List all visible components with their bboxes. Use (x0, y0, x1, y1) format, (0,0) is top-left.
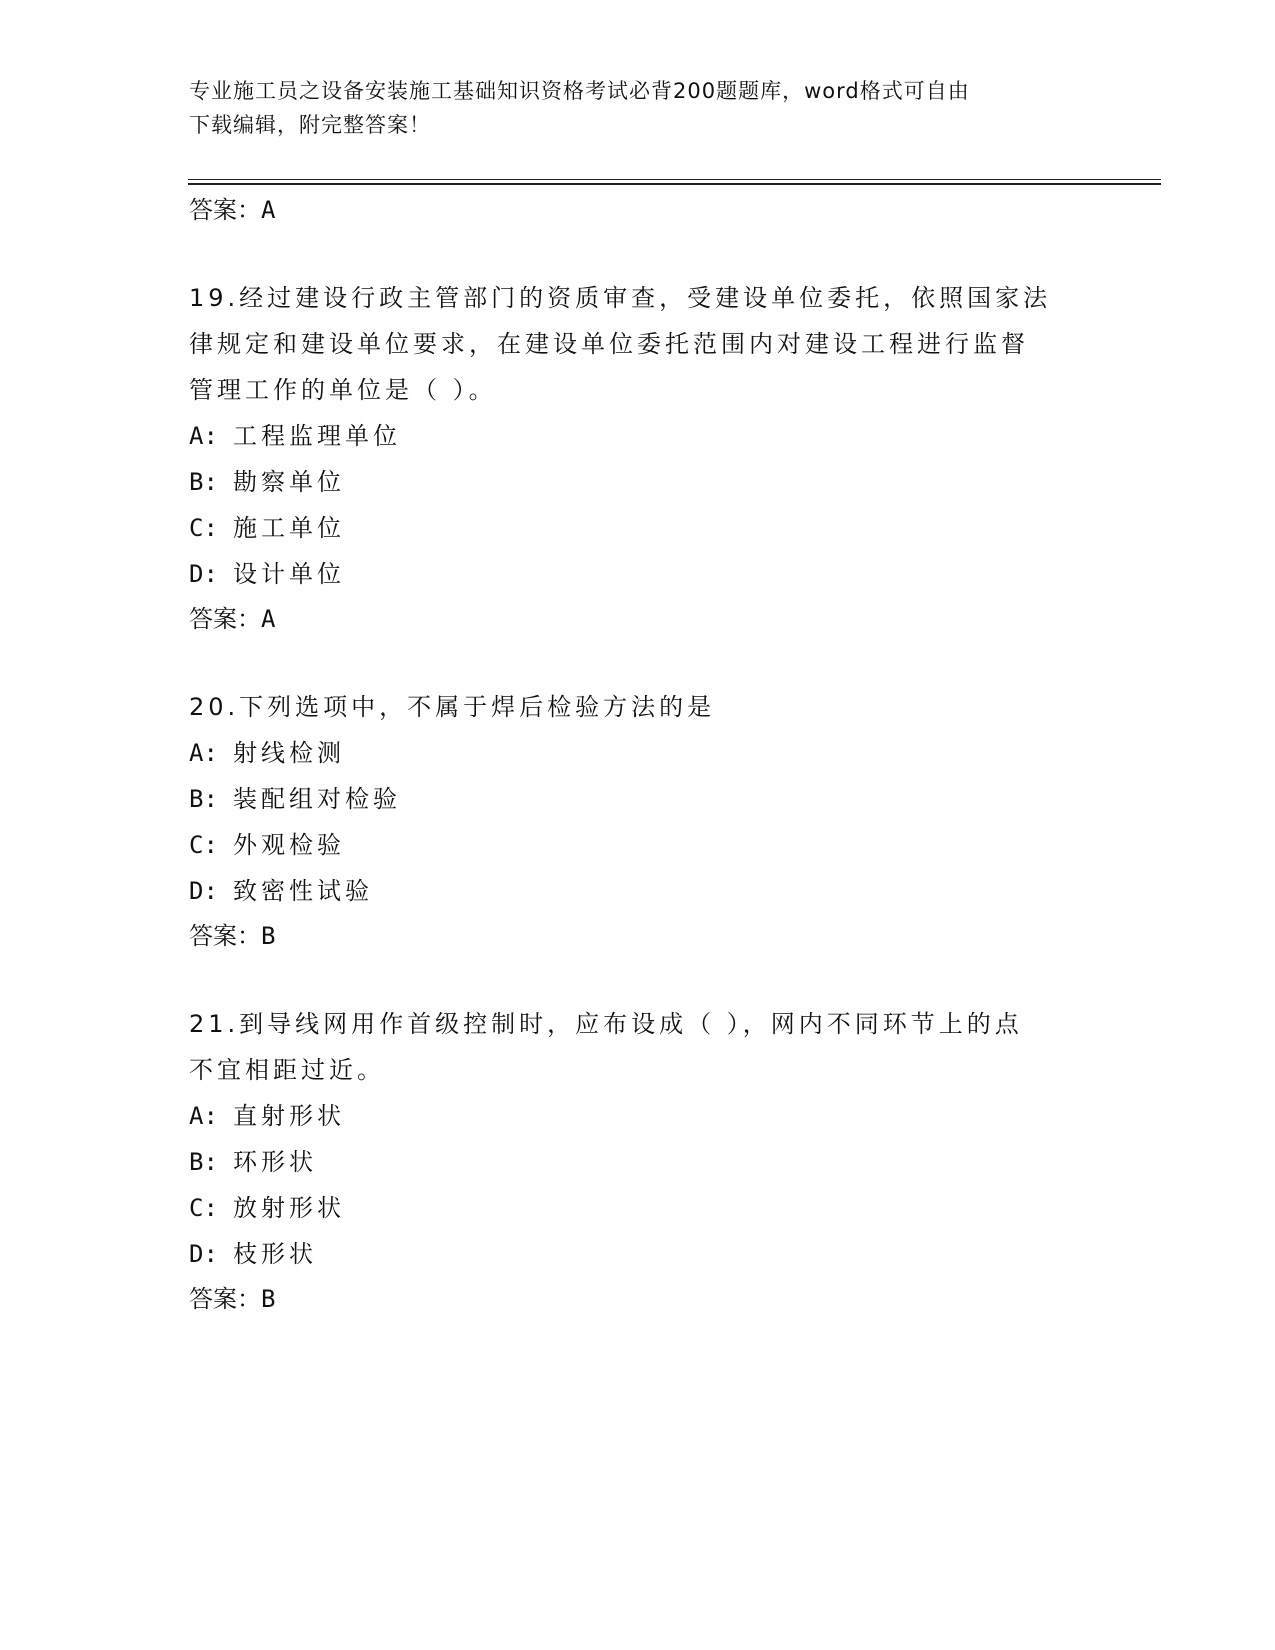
option-b (189, 1139, 1089, 1185)
option-text: 致密性试验 (233, 877, 373, 905)
option-text: 环形状 (233, 1148, 317, 1176)
question-line: 21.到导线网用作首级控制时，应布设成（ ），网内不同环节上的点 (189, 1010, 1023, 1038)
question-block-19 (189, 275, 1089, 642)
option-text: 外观检验 (233, 831, 345, 859)
answer-value: B (261, 922, 276, 950)
question-text (189, 275, 1089, 413)
option-key: D: (189, 877, 218, 905)
answer-value: A (261, 605, 276, 633)
option-text: 放射形状 (233, 1194, 345, 1222)
question-text (189, 684, 1089, 730)
option-key: D: (189, 1240, 218, 1268)
option-key: B: (189, 785, 218, 813)
answer-label: 答案： (189, 605, 261, 633)
option-key: A: (189, 739, 218, 767)
option-c (189, 822, 1089, 868)
option-d (189, 551, 1089, 597)
answer-value: A (261, 196, 276, 224)
option-text: 直射形状 (233, 1102, 345, 1130)
option-d (189, 868, 1089, 914)
option-a (189, 413, 1089, 459)
option-a (189, 1093, 1089, 1139)
question-line: 律规定和建设单位要求，在建设单位委托范围内对建设工程进行监督 (189, 330, 1029, 358)
answer-label: 答案： (189, 196, 261, 224)
question-line: 19.经过建设行政主管部门的资质审查，受建设单位委托，依照国家法 (189, 284, 1052, 312)
question-text (189, 1001, 1089, 1093)
question-answer (189, 914, 1089, 959)
option-key: B: (189, 1148, 218, 1176)
answer-label: 答案： (189, 1285, 261, 1313)
option-d (189, 1231, 1089, 1277)
question-block-21 (189, 1001, 1089, 1322)
option-key: A: (189, 1102, 218, 1130)
question-line: 20.下列选项中，不属于焊后检验方法的是 (189, 693, 716, 721)
previous-answer (189, 188, 1089, 233)
option-text: 施工单位 (233, 514, 345, 542)
option-key: C: (189, 831, 218, 859)
option-key: A: (189, 422, 218, 450)
option-b (189, 776, 1089, 822)
question-block-20 (189, 684, 1089, 959)
option-text: 枝形状 (233, 1240, 317, 1268)
question-line: 管理工作的单位是（ ）。 (189, 376, 497, 404)
question-answer (189, 1277, 1089, 1322)
option-key: D: (189, 560, 218, 588)
header-divider-thin (188, 179, 1161, 180)
question-line: 不宜相距过近。 (189, 1056, 385, 1084)
option-a (189, 730, 1089, 776)
option-c (189, 1185, 1089, 1231)
option-b (189, 459, 1089, 505)
option-text: 勘察单位 (233, 468, 345, 496)
question-answer (189, 597, 1089, 642)
option-key: B: (189, 468, 218, 496)
option-text: 装配组对检验 (233, 785, 401, 813)
header-divider-thick (188, 183, 1161, 185)
header-title-line-1: 专业施工员之设备安装施工基础知识资格考试必背200题题库，word格式可自由 (189, 79, 970, 103)
option-key: C: (189, 514, 218, 542)
question-list (189, 188, 1089, 1322)
header-title-line-2: 下载编辑，附完整答案！ (189, 113, 431, 137)
document-header (189, 74, 1069, 142)
option-text: 射线检测 (233, 739, 345, 767)
answer-value: B (261, 1285, 276, 1313)
option-text: 设计单位 (233, 560, 345, 588)
option-c (189, 505, 1089, 551)
option-text: 工程监理单位 (233, 422, 401, 450)
answer-label: 答案： (189, 922, 261, 950)
option-key: C: (189, 1194, 218, 1222)
